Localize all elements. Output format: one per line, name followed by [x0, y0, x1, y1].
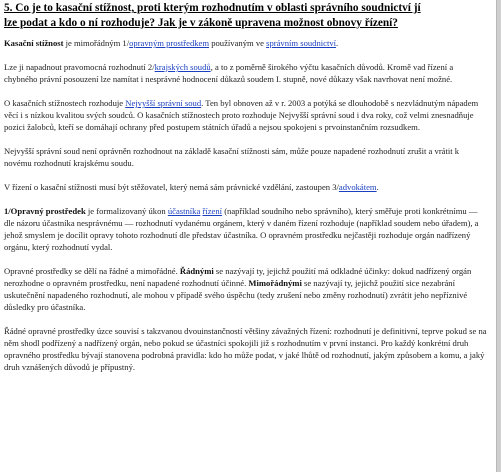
term-opravny-prostredek: 1/Opravný prostředek	[4, 206, 86, 216]
text: Řádné opravné prostředky úzce souvisí s takzvanou dvouinstančností většiny závažných řízení: rozhodnutí je definitivní, teprve pokud se na něm shodl podřízený a nadřízený orgán, nebo pokud se účastníci spokojili již s rozhodnutím v první instanci. Pro každý konkrétní druh opravného prostředku bývají stanovena podrobná pravidla: kdo ho může podat, v jaké lhůtě od rozhodnutí, jakým způsobem a komu, a jaký druh vznášených důvodů je přípustný.	[4, 326, 487, 372]
text: , a to z poměrně širokého výčtu kasačních důvodů. Kromě vad řízení a chybného právní posouzení lze namítat i nesprávné hodnocení důkazů soudem I. stupně, nové důkazy však navrhovat není možné.	[4, 62, 454, 84]
question-heading	[4, 0, 488, 31]
term-mimoradnymi: Mimořádnými	[248, 278, 302, 288]
paragraph-napadnuti	[4, 61, 488, 85]
text: V řízení o kasační stížnosti musí být stěžovatel, který nemá sám právnické vzdělání, zastoupen 3/	[4, 182, 339, 192]
document-content	[4, 0, 488, 373]
text: O kasačních stížnostech rozhoduje	[4, 98, 126, 108]
link-nejvyssi-spravni-soud[interactable]: Nejvyšší správní soud	[125, 98, 202, 108]
link-ucastnika[interactable]: účastníka	[167, 206, 201, 216]
text: používaným ve	[209, 38, 267, 48]
paragraph-dvouinstancnost	[4, 325, 488, 373]
text: Lze ji napadnout pravomocná rozhodnutí 2/	[4, 62, 155, 72]
text: (například soudního nebo správního), který směřuje proti konkrétnímu — dle názoru účastníka nesprávnému — rozhodnutí vydanému orgánem, který v daném řízení rozhoduje (například soudem nebo úřadem), a jehož smyslem je docílit opravy tohoto rozhodnutí dle představ účastníka. O opravném prostředku nejčastěji rozhoduje orgán nadřízený orgánu, který rozhodnutí vydal.	[4, 206, 479, 252]
heading-line-2: lze podat a kdo o ní rozhoduje? Jak je v zákoně upravena možnost obnovy řízení?	[4, 17, 398, 29]
heading-line-1: 5. Co je to kasační stížnost, proti kterým rozhodnutím v oblasti správního soudnictví jí	[4, 2, 421, 14]
text: je mimořádným 1/	[63, 38, 130, 48]
paragraph-zastoupeni	[4, 181, 488, 193]
text: Opravné prostředky se dělí na řádné a mimořádné.	[4, 266, 180, 276]
paragraph-kasacni-stiznost	[4, 37, 488, 49]
paragraph-opravneni-soudu	[4, 145, 488, 169]
text: .	[376, 182, 379, 192]
paragraph-opravny-prostredek	[4, 205, 488, 253]
paragraph-rozhodovani	[4, 97, 488, 133]
text: je formalizovaný úkon	[85, 206, 168, 216]
text: se nazývají ty, jejichž použití má odkladné účinky: dokud nadřízený orgán nerozhodne o opravném prostředku, není napadené rozhodnutí účinné.	[4, 266, 472, 288]
text: . Ten byl obnoven až v r. 2003 a potýká se dlouhodobě s nezvládnutým nápadem věcí i s nízkou kvalitou svých soudců. O kasačních stížnostech proto rozhoduje Nejvyšší správní soud i dva roky, což velmi znesnadňuje pozici žalobců, kteří se domáhají ochrany před postupem státních úřadů a nejsou spokojeni s prvoinstančním rozsudkem.	[4, 98, 479, 132]
link-rizeni[interactable]: řízení	[202, 206, 223, 216]
link-opravny-prostredek[interactable]: opravným prostředkem	[129, 38, 210, 48]
link-advokatem[interactable]: advokátem	[338, 182, 377, 192]
paragraph-radne-mimoradne	[4, 265, 488, 313]
text: .	[336, 38, 339, 48]
text: Nejvyšší správní soud není oprávněn rozhodnout na základě kasační stížnosti sám, může pouze napadené rozhodnutí zrušit a vrátit k novému rozhodnutí krajskému soudu.	[4, 146, 460, 168]
term-kasacni-stiznost: Kasační stížnost	[4, 38, 64, 48]
link-krajskych-soudu[interactable]: krajských soudů	[154, 62, 211, 72]
text: se nazývají ty, jejichž použití sice nezabrání uskutečnění napadeného rozhodnutí, ale mohou v případě svého úspěchu (tedy zrušení nebo změny rozhodnutí) zvrátit jeho nepříznivé důsledky pro účastníka.	[4, 278, 468, 312]
link-spravni-soudnictvi[interactable]: správním soudnictví	[266, 38, 337, 48]
scrollbar-edge[interactable]	[496, 0, 501, 472]
term-radnymi: Řádnými	[179, 266, 214, 276]
